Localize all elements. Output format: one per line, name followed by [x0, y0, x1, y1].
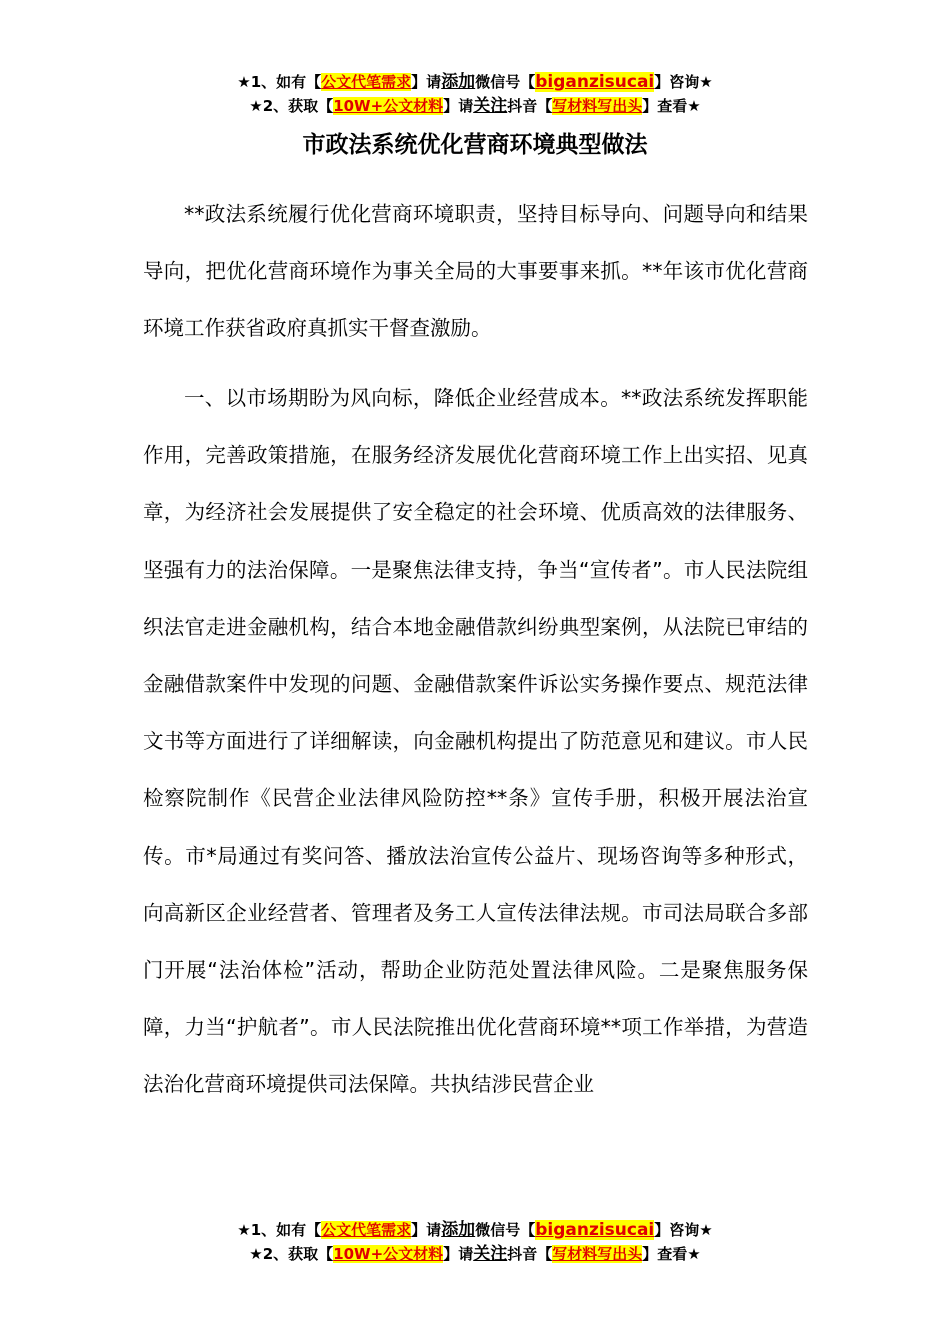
- header-text: ★2、获取【: [249, 97, 334, 115]
- highlight-douyin: 写材料写出头: [552, 1245, 643, 1263]
- footer-text: ★1、如有【: [237, 1221, 322, 1239]
- header-banner: [0, 70, 950, 118]
- highlight-service: 公文代笔需求: [321, 1221, 412, 1239]
- underlined-word: 添加: [441, 1220, 476, 1240]
- footer-text: ★2、获取【: [249, 1245, 334, 1263]
- header-text: 】请: [443, 97, 474, 115]
- footer-line-1: [0, 1218, 950, 1242]
- header-text: 微信号【: [475, 73, 536, 91]
- header-text: ★1、如有【: [237, 73, 322, 91]
- header-line-2: [0, 94, 950, 118]
- header-text: 】请: [411, 73, 442, 91]
- footer-text: 】咨询★: [654, 1221, 713, 1239]
- underlined-word: 关注: [473, 1244, 508, 1264]
- header-text: 】查看★: [642, 97, 701, 115]
- underlined-word: 关注: [473, 96, 508, 116]
- footer-text: 微信号【: [475, 1221, 536, 1239]
- header-line-1: [0, 70, 950, 94]
- footer-text: 抖音【: [507, 1245, 553, 1263]
- highlight-materials: 10W+公文材料: [333, 1245, 444, 1263]
- paragraph-intro: **政法系统履行优化营商环境职责，坚持目标导向、问题导向和结果导向，把优化营商环境作为事关全局的大事要事来抓。**年该市优化营商环境工作获省政府真抓实干督查激励。: [143, 202, 808, 341]
- header-text: 】咨询★: [654, 73, 713, 91]
- paragraph-section-1: 一、以市场期盼为风向标，降低企业经营成本。**政法系统发挥职能作用，完善政策措施，在服务经济发展优化营商环境工作上出实招、见真章，为经济社会发展提供了安全稳定的社会环境、优质高效的法律服务、坚强有力的法治保障。一是聚焦法律支持，争当“宣传者”。市人民法院组织法官走进金融机构，结合本地金融借款纠纷典型案例，从法院已审结的金融借款案件中发现的问题、金融借款案件诉讼实务操作要点、规范法律文书等方面进行了详细解读，向金融机构提出了防范意见和建议。市人民检察院制作《民营企业法律风险防控**条》宣传手册，积极开展法治宣传。市*局通过有奖问答、播放法治宣传公益片、现场咨询等多种形式，向高新区企业经营者、管理者及务工人宣传法律法规。市司法局联合多部门开展“法治体检”活动，帮助企业防范处置法律风险。二是聚焦服务保障，力当“护航者”。市人民法院推出优化营商环境**项工作举措，为营造法治化营商环境提供司法保障。共执结涉民营企业: [143, 386, 808, 1097]
- footer-banner: [0, 1218, 950, 1266]
- highlight-wechat-id: biganzisucai: [535, 72, 655, 92]
- highlight-douyin: 写材料写出头: [552, 97, 643, 115]
- footer-line-2: [0, 1242, 950, 1266]
- footer-text: 】请: [443, 1245, 474, 1263]
- document-title: 市政法系统优化营商环境典型做法: [302, 132, 648, 158]
- underlined-word: 添加: [441, 72, 476, 92]
- highlight-wechat-id: biganzisucai: [535, 1220, 655, 1240]
- footer-text: 】查看★: [642, 1245, 701, 1263]
- highlight-materials: 10W+公文材料: [333, 97, 444, 115]
- footer-text: 】请: [411, 1221, 442, 1239]
- highlight-service: 公文代笔需求: [321, 73, 412, 91]
- header-text: 抖音【: [507, 97, 553, 115]
